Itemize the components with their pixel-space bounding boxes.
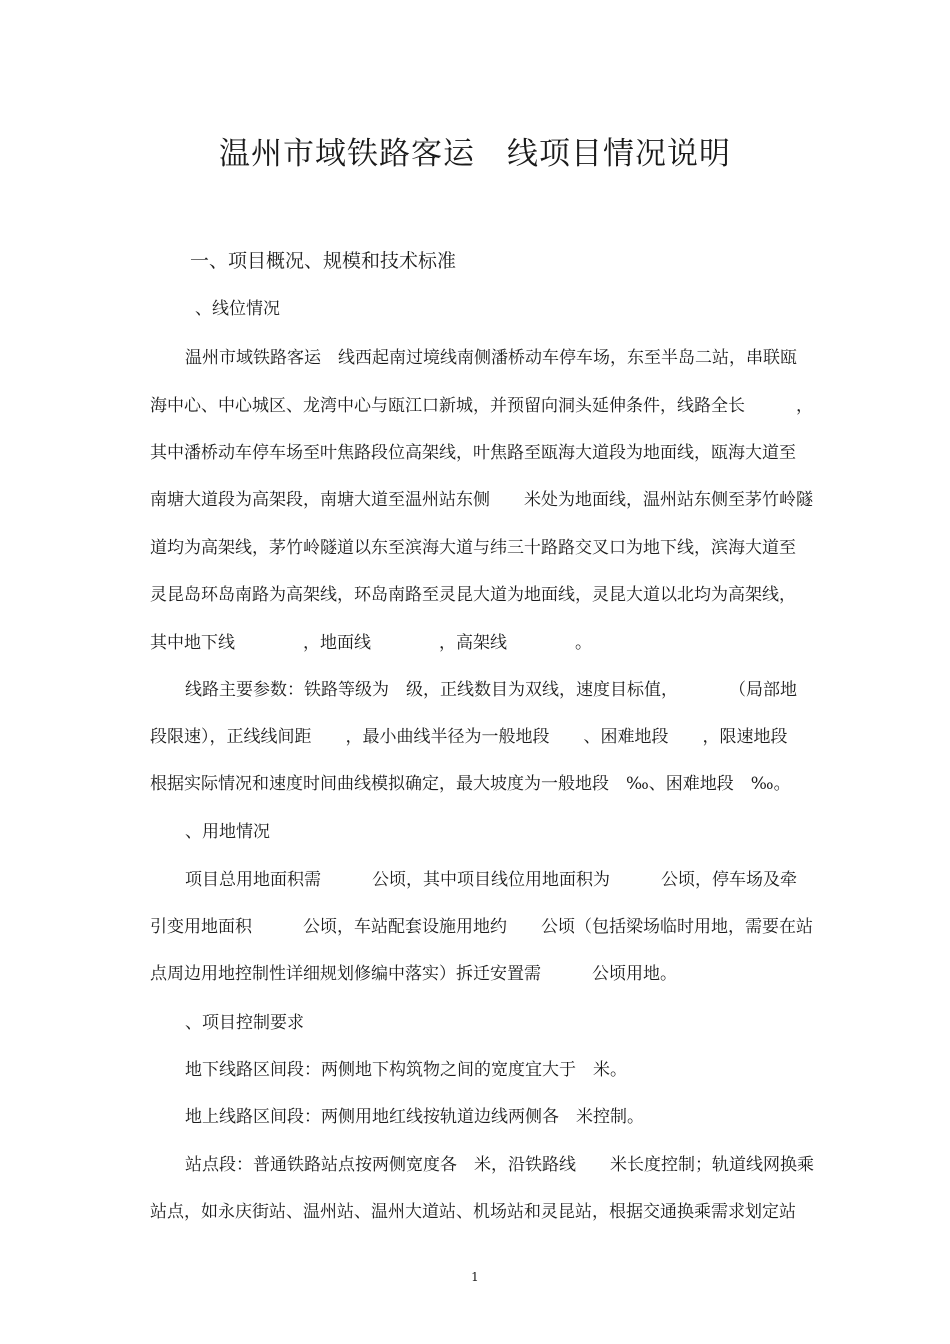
paragraph-line: 地上线路区间段：两侧用地红线按轨道边线两侧各 米控制。 <box>185 1107 644 1127</box>
paragraph-line: 其中潘桥动车停车场至叶焦路段位高架线，叶焦路至瓯海大道段为地面线，瓯海大道至 <box>150 443 796 463</box>
subheading-land: 、用地情况 <box>185 822 270 842</box>
paragraph-line: 引变用地面积 公顷，车站配套设施用地约 公顷（包括梁场临时用地，需要在站 <box>150 917 813 937</box>
paragraph-line: 南塘大道段为高架段，南塘大道至温州站东侧 米处为地面线，温州站东侧至茅竹岭隧 <box>150 490 813 510</box>
paragraph-line: 站点，如永庆街站、温州站、温州大道站、机场站和灵昆站，根据交通换乘需求划定站 <box>150 1202 796 1222</box>
paragraph-line: 灵昆岛环岛南路为高架线，环岛南路至灵昆大道为地面线，灵昆大道以北均为高架线， <box>150 585 796 605</box>
document-title: 温州市域铁路客运 线项目情况说明 <box>219 136 731 172</box>
page-number: 1 <box>471 1270 479 1284</box>
paragraph-line: 段限速），正线线间距 ，最小曲线半径为一般地段 、困难地段 ，限速地段 <box>150 727 788 747</box>
subheading-alignment: 、线位情况 <box>195 299 280 319</box>
paragraph-line: 地下线路区间段：两侧地下构筑物之间的宽度宜大于 米。 <box>185 1060 627 1080</box>
paragraph-line: 根据实际情况和速度时间曲线模拟确定，最大坡度为一般地段 ‰、困难地段 ‰。 <box>150 774 791 794</box>
paragraph-line: 海中心、中心城区、龙湾中心与瓯江口新城，并预留向洞头延伸条件，线路全长 ， <box>150 396 813 416</box>
paragraph-line: 站点段：普通铁路站点按两侧宽度各 米，沿铁路线 米长度控制；轨道线网换乘 <box>185 1155 814 1175</box>
paragraph-line: 道均为高架线，茅竹岭隧道以东至滨海大道与纬三十路路交叉口为地下线，滨海大道至 <box>150 538 796 558</box>
paragraph-line: 温州市域铁路客运 线西起南过境线南侧潘桥动车停车场，东至半岛二站，串联瓯 <box>185 348 797 368</box>
paragraph-line: 项目总用地面积需 公顷，其中项目线位用地面积为 公顷，停车场及牵 <box>185 870 797 890</box>
paragraph-line: 线路主要参数：铁路等级为 级，正线数目为双线，速度目标值， （局部地 <box>185 680 797 700</box>
section-heading: 一、项目概况、规模和技术标准 <box>190 250 457 272</box>
subheading-control: 、项目控制要求 <box>185 1013 304 1033</box>
paragraph-line: 点周边用地控制性详细规划修编中落实）拆迁安置需 公顷用地。 <box>150 964 677 984</box>
paragraph-line: 其中地下线 ，地面线 ，高架线 。 <box>150 633 592 653</box>
